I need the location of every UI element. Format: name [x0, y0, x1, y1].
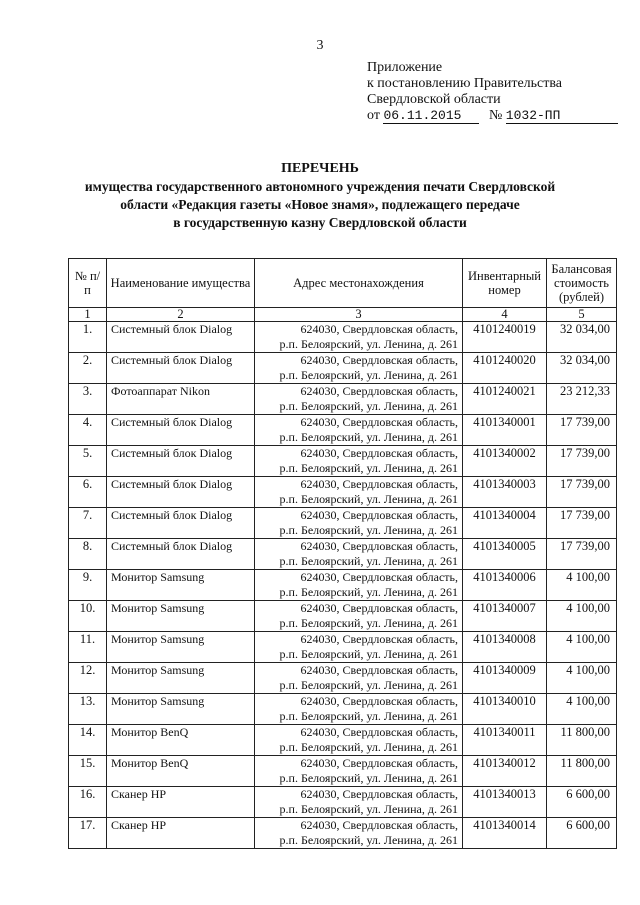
table-header-row [69, 259, 617, 308]
appendix-line-3: Свердловской области [367, 92, 501, 107]
address-line-2: р.п. Белоярский, ул. Ленина, д. 261 [279, 647, 458, 661]
item-address [255, 725, 463, 756]
item-name: Монитор Samsung [107, 570, 255, 601]
number-prefix: № [488, 108, 503, 123]
row-number: 8. [69, 539, 107, 570]
inventory-number: 4101340006 [463, 570, 547, 601]
table-row [69, 818, 617, 849]
item-name: Системный блок Dialog [107, 415, 255, 446]
item-address [255, 353, 463, 384]
inventory-number: 4101240019 [463, 322, 547, 353]
row-number: 16. [69, 787, 107, 818]
row-number: 7. [69, 508, 107, 539]
balance-value: 23 212,33 [547, 384, 617, 415]
table-row [69, 539, 617, 570]
table-row [69, 353, 617, 384]
appendix-line-2: к постановлению Правительства [367, 76, 563, 91]
table-row [69, 322, 617, 353]
address-line-1: 624030, Свердловская область, [300, 384, 458, 398]
header-balance: Балансовая стоимость (рублей) [547, 259, 617, 308]
item-address [255, 508, 463, 539]
title-line-1: имущества государственного автономного учреждения печати Свердловской [84, 179, 556, 194]
address-line-2: р.п. Белоярский, ул. Ленина, д. 261 [279, 678, 458, 692]
row-number: 12. [69, 663, 107, 694]
item-name: Монитор Samsung [107, 694, 255, 725]
inventory-number: 4101340009 [463, 663, 547, 694]
balance-value: 17 739,00 [547, 415, 617, 446]
address-line-2: р.п. Белоярский, ул. Ленина, д. 261 [279, 616, 458, 630]
item-address [255, 632, 463, 663]
balance-value: 6 600,00 [547, 818, 617, 849]
address-line-2: р.п. Белоярский, ул. Ленина, д. 261 [279, 740, 458, 754]
item-address [255, 694, 463, 725]
address-line-1: 624030, Свердловская область, [300, 632, 458, 646]
address-line-2: р.п. Белоярский, ул. Ленина, д. 261 [279, 523, 458, 537]
address-line-2: р.п. Белоярский, ул. Ленина, д. 261 [279, 554, 458, 568]
address-line-1: 624030, Свердловская область, [300, 663, 458, 677]
address-line-2: р.п. Белоярский, ул. Ленина, д. 261 [279, 399, 458, 413]
address-line-2: р.п. Белоярский, ул. Ленина, д. 261 [279, 461, 458, 475]
table-row [69, 477, 617, 508]
column-index: 1 [69, 308, 107, 322]
address-line-2: р.п. Белоярский, ул. Ленина, д. 261 [279, 368, 458, 382]
appendix-block [367, 60, 618, 124]
item-address [255, 322, 463, 353]
address-line-2: р.п. Белоярский, ул. Ленина, д. 261 [279, 492, 458, 506]
row-number: 4. [69, 415, 107, 446]
inventory-number: 4101340014 [463, 818, 547, 849]
balance-value: 4 100,00 [547, 632, 617, 663]
appendix-date-line [367, 108, 618, 124]
item-address [255, 756, 463, 787]
item-name: Монитор BenQ [107, 756, 255, 787]
item-name: Сканер HP [107, 818, 255, 849]
column-index-row [69, 308, 617, 322]
row-number: 9. [69, 570, 107, 601]
table-row [69, 756, 617, 787]
balance-value: 4 100,00 [547, 601, 617, 632]
table-row [69, 446, 617, 477]
document-title [0, 160, 640, 232]
column-index: 2 [107, 308, 255, 322]
address-line-1: 624030, Свердловская область, [300, 818, 458, 832]
address-line-1: 624030, Свердловская область, [300, 725, 458, 739]
title-line-3: в государственную казну Свердловской области [173, 215, 467, 230]
decree-number: 1032-ПП [506, 109, 618, 124]
balance-value: 4 100,00 [547, 570, 617, 601]
item-name: Монитор BenQ [107, 725, 255, 756]
table-row [69, 601, 617, 632]
address-line-2: р.п. Белоярский, ул. Ленина, д. 261 [279, 709, 458, 723]
item-name: Системный блок Dialog [107, 446, 255, 477]
balance-value: 17 739,00 [547, 446, 617, 477]
item-address [255, 818, 463, 849]
item-name: Системный блок Dialog [107, 322, 255, 353]
balance-value: 32 034,00 [547, 322, 617, 353]
item-name: Системный блок Dialog [107, 477, 255, 508]
address-line-1: 624030, Свердловская область, [300, 539, 458, 553]
balance-value: 11 800,00 [547, 756, 617, 787]
header-inventory: Инвентарный номер [463, 259, 547, 308]
table-row [69, 415, 617, 446]
inventory-number: 4101340008 [463, 632, 547, 663]
balance-value: 32 034,00 [547, 353, 617, 384]
item-address [255, 663, 463, 694]
header-num: № п/п [69, 259, 107, 308]
property-table [68, 258, 617, 849]
inventory-number: 4101240020 [463, 353, 547, 384]
address-line-2: р.п. Белоярский, ул. Ленина, д. 261 [279, 337, 458, 351]
item-address [255, 539, 463, 570]
balance-value: 4 100,00 [547, 663, 617, 694]
balance-value: 4 100,00 [547, 694, 617, 725]
address-line-2: р.п. Белоярский, ул. Ленина, д. 261 [279, 771, 458, 785]
row-number: 15. [69, 756, 107, 787]
appendix-line-1: Приложение [367, 60, 443, 75]
item-address [255, 787, 463, 818]
item-name: Системный блок Dialog [107, 353, 255, 384]
address-line-1: 624030, Свердловская область, [300, 353, 458, 367]
balance-value: 17 739,00 [547, 539, 617, 570]
item-name: Фотоаппарат Nikon [107, 384, 255, 415]
title-line-2: области «Редакция газеты «Новое знамя», подлежащего передаче [120, 197, 520, 212]
table-row [69, 787, 617, 818]
inventory-number: 4101240021 [463, 384, 547, 415]
item-name: Системный блок Dialog [107, 539, 255, 570]
item-address [255, 415, 463, 446]
row-number: 13. [69, 694, 107, 725]
row-number: 1. [69, 322, 107, 353]
address-line-1: 624030, Свердловская область, [300, 477, 458, 491]
row-number: 10. [69, 601, 107, 632]
address-line-2: р.п. Белоярский, ул. Ленина, д. 261 [279, 833, 458, 847]
address-line-2: р.п. Белоярский, ул. Ленина, д. 261 [279, 585, 458, 599]
header-address: Адрес местонахождения [255, 259, 463, 308]
table-row [69, 508, 617, 539]
address-line-1: 624030, Свердловская область, [300, 787, 458, 801]
decree-date: 06.11.2015 [383, 109, 479, 124]
row-number: 2. [69, 353, 107, 384]
item-address [255, 477, 463, 508]
item-name: Сканер HP [107, 787, 255, 818]
table-row [69, 570, 617, 601]
table-row [69, 663, 617, 694]
item-name: Монитор Samsung [107, 601, 255, 632]
header-name: Наименование имущества [107, 259, 255, 308]
table-row [69, 632, 617, 663]
table-row [69, 725, 617, 756]
inventory-number: 4101340007 [463, 601, 547, 632]
inventory-number: 4101340010 [463, 694, 547, 725]
balance-value: 17 739,00 [547, 508, 617, 539]
row-number: 14. [69, 725, 107, 756]
inventory-number: 4101340003 [463, 477, 547, 508]
balance-value: 11 800,00 [547, 725, 617, 756]
column-index: 5 [547, 308, 617, 322]
item-address [255, 570, 463, 601]
inventory-number: 4101340004 [463, 508, 547, 539]
inventory-number: 4101340011 [463, 725, 547, 756]
address-line-2: р.п. Белоярский, ул. Ленина, д. 261 [279, 430, 458, 444]
page-number: 3 [316, 38, 324, 53]
inventory-number: 4101340012 [463, 756, 547, 787]
inventory-number: 4101340001 [463, 415, 547, 446]
item-name: Монитор Samsung [107, 663, 255, 694]
balance-value: 17 739,00 [547, 477, 617, 508]
item-address [255, 601, 463, 632]
address-line-1: 624030, Свердловская область, [300, 322, 458, 336]
table-row [69, 694, 617, 725]
table-row [69, 384, 617, 415]
item-address [255, 384, 463, 415]
address-line-1: 624030, Свердловская область, [300, 570, 458, 584]
row-number: 6. [69, 477, 107, 508]
row-number: 5. [69, 446, 107, 477]
item-address [255, 446, 463, 477]
inventory-number: 4101340002 [463, 446, 547, 477]
row-number: 17. [69, 818, 107, 849]
title-heading: ПЕРЕЧЕНЬ [281, 161, 359, 176]
address-line-1: 624030, Свердловская область, [300, 601, 458, 615]
row-number: 11. [69, 632, 107, 663]
address-line-1: 624030, Свердловская область, [300, 508, 458, 522]
item-name: Монитор Samsung [107, 632, 255, 663]
address-line-1: 624030, Свердловская область, [300, 415, 458, 429]
address-line-1: 624030, Свердловская область, [300, 756, 458, 770]
date-prefix: от [367, 108, 380, 123]
column-index: 4 [463, 308, 547, 322]
address-line-1: 624030, Свердловская область, [300, 694, 458, 708]
inventory-number: 4101340013 [463, 787, 547, 818]
row-number: 3. [69, 384, 107, 415]
balance-value: 6 600,00 [547, 787, 617, 818]
item-name: Системный блок Dialog [107, 508, 255, 539]
address-line-2: р.п. Белоярский, ул. Ленина, д. 261 [279, 802, 458, 816]
column-index: 3 [255, 308, 463, 322]
inventory-number: 4101340005 [463, 539, 547, 570]
address-line-1: 624030, Свердловская область, [300, 446, 458, 460]
